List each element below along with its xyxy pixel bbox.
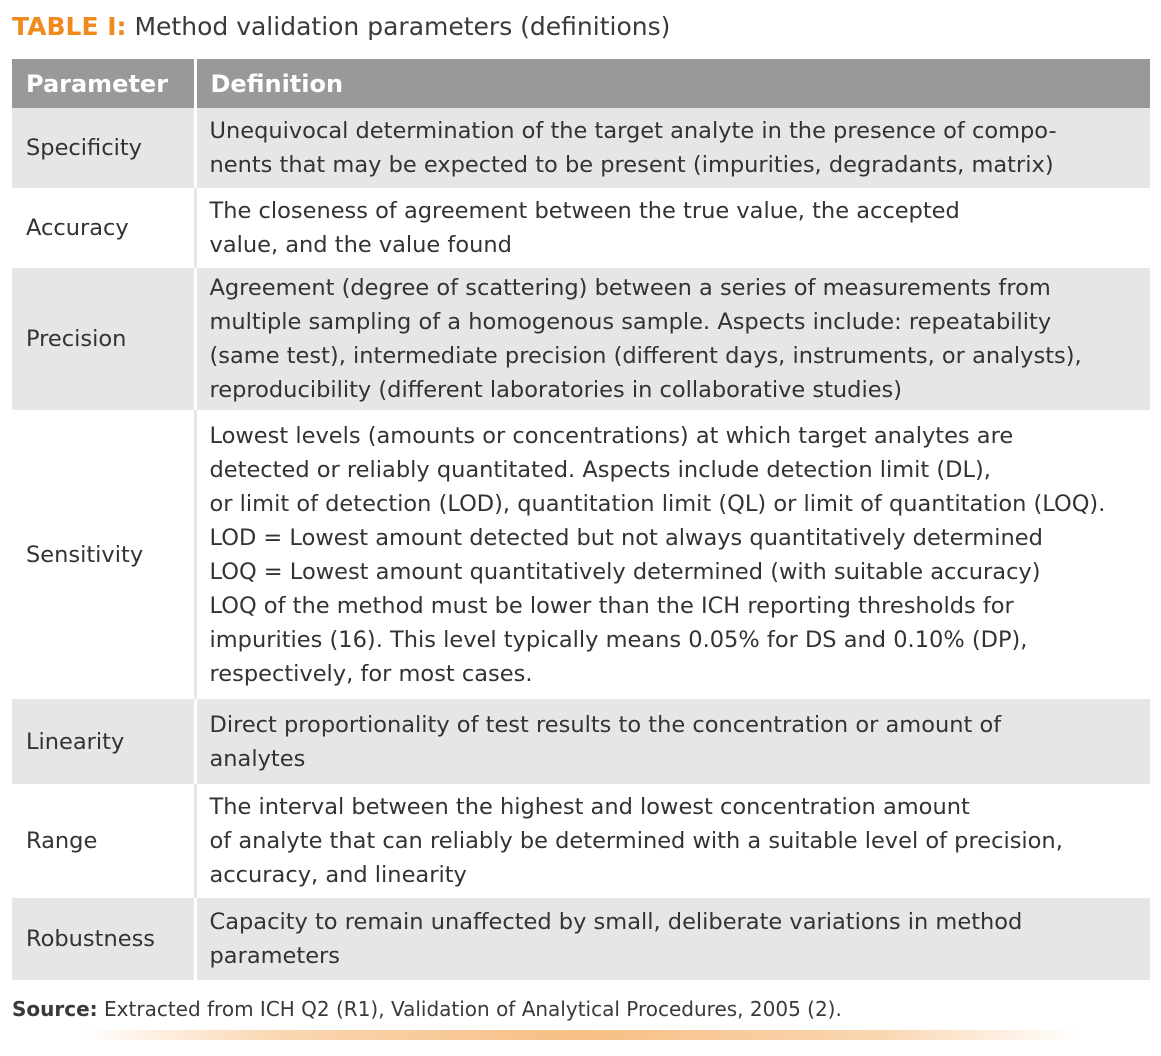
validation-parameters-table [12,59,1150,980]
definition-line: detected or reliably quantitated. Aspects include detection limit (DL), [209,456,991,483]
definition-line: LOQ = Lowest amount quantitatively determined (with suitable accuracy) [209,558,1041,585]
decorative-orange-rule [80,1030,1080,1040]
table-row [12,108,1150,188]
definition-line: analytes [209,745,306,772]
table-caption [12,9,670,45]
table-caption-label: TABLE I: [12,12,127,41]
parameter-cell: Range [12,784,195,898]
table-row [12,268,1150,410]
definition-line: Agreement (degree of scattering) between a series of measurements from [209,275,1051,301]
parameter-cell: Robustness [12,898,195,980]
definition-line: or limit of detection (LOD), quantitation limit (QL) or limit of quantitation (LOQ). [209,490,1106,517]
definition-line: Lowest levels (amounts or concentrations) at which target analytes are [209,422,1014,449]
definition-line: value, and the value found [209,232,512,258]
definition-line: LOD = Lowest amount detected but not always quantitatively determined [209,524,1043,551]
definition-line: Direct proportionality of test results to the concentration or amount of [209,711,1002,738]
parameter-cell: Accuracy [12,188,195,268]
table-row [12,898,1150,980]
definition-cell [195,784,1150,898]
source-text: Extracted from ICH Q2 (R1), Validation of Analytical Procedures, 2005 (2). [104,997,842,1021]
definition-cell [195,268,1150,410]
source-note [12,994,842,1024]
definition-line: The interval between the highest and lowest concentration amount [209,794,970,820]
definition-line: respectively, for most cases. [209,660,533,687]
definition-line: (same test), intermediate precision (different days, instruments, or analysts), [209,343,1082,369]
definition-line: Unequivocal determination of the target analyte in the presence of compo- [209,118,1057,144]
parameter-cell: Sensitivity [12,410,195,699]
column-header-definition: Definition [195,59,1150,108]
table-header-row [12,59,1150,108]
definition-line: LOQ of the method must be lower than the ICH reporting thresholds for [209,592,1014,619]
definition-line: impurities (16). This level typically means 0.05% for DS and 0.10% (DP), [209,626,1028,653]
source-label: Source: [12,997,98,1021]
definition-line: The closeness of agreement between the true value, the accepted [209,198,960,224]
definition-cell [195,108,1150,188]
table-caption-text: Method validation parameters (definitions) [134,12,671,41]
definition-line: of analyte that can reliably be determined with a suitable level of precision, [209,828,1063,854]
definition-cell [195,699,1150,784]
parameter-cell: Specificity [12,108,195,188]
definition-line: nents that may be expected to be present (impurities, degradants, matrix) [209,152,1054,178]
table-row [12,188,1150,268]
definition-line: multiple sampling of a homogenous sample. Aspects include: repeatability [209,309,1052,335]
column-header-parameter: Parameter [12,59,195,108]
definition-cell [195,898,1150,980]
table-row [12,784,1150,898]
definition-line: reproducibility (different laboratories in collaborative studies) [209,377,903,403]
definition-line: parameters [209,943,341,969]
parameter-cell: Precision [12,268,195,410]
definition-line: Capacity to remain unaffected by small, deliberate variations in method [209,909,1023,935]
table-row [12,410,1150,699]
table-row [12,699,1150,784]
parameter-cell: Linearity [12,699,195,784]
definition-cell [195,410,1150,699]
definition-line: accuracy, and linearity [209,862,467,888]
definition-cell [195,188,1150,268]
